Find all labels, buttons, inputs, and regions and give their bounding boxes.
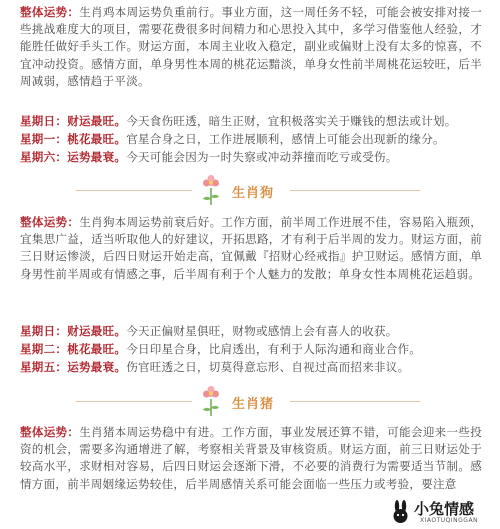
- overall-label: 整体运势：: [20, 5, 80, 19]
- rooster-day-3: [20, 149, 482, 166]
- day-label: 星期一：桃花最旺。: [20, 132, 127, 146]
- day-text: 今天可能会因为一时失察或冲动莽撞而吃亏或受伤。: [126, 150, 398, 164]
- dog-day-2: [20, 341, 482, 358]
- flower-icon: [198, 172, 224, 206]
- divider-line: [290, 401, 420, 402]
- section-title: 生肖狗: [232, 186, 275, 201]
- day-label: 星期日：财运最旺。: [20, 324, 127, 338]
- section-title: 生肖猪: [232, 397, 275, 412]
- day-label: 星期五：运势最衰。: [20, 360, 127, 374]
- section-header-dog: [0, 170, 500, 210]
- day-text: 今天食伤旺透，暗生正财，宜积极落实关于赚钱的想法或计划。: [126, 114, 457, 128]
- day-text: 官星合身之日，工作进展顺利，感情上可能会出现新的缘分。: [126, 132, 445, 146]
- day-label: 星期六：运势最衰。: [20, 150, 127, 164]
- watermark: [384, 497, 494, 527]
- flower-icon: [198, 383, 224, 417]
- day-text: 今天正偏财星俱旺，财物或感情上会有喜人的收获。: [126, 324, 398, 338]
- pig-overall: [20, 424, 482, 493]
- section-header-pig: [0, 381, 500, 421]
- day-text: 今日印星合身，比肩透出，有利于人际沟通和商业合作。: [126, 342, 422, 356]
- rabbit-icon: [388, 499, 414, 525]
- rooster-day-2: [20, 131, 482, 148]
- dog-day-1: [20, 323, 482, 340]
- day-label: 星期日：财运最旺。: [20, 114, 127, 128]
- watermark-subtext: XIAOTUQINGGAN: [420, 517, 479, 524]
- dog-day-3: [20, 359, 482, 376]
- divider-line: [76, 190, 192, 191]
- overall-label: 整体运势：: [20, 425, 80, 439]
- watermark-text: 小兔情感: [414, 500, 475, 518]
- dog-overall: [20, 214, 482, 283]
- overall-text: 生肖猪本周运势稳中有进。工作方面，事业发展还算不错，可能会迎来一些投资的机会，需要多沟通增进了解，考察相关背景及审核资质。财运方面，前三日财运处于较高水平，求财相对容易，后四日财运会逐渐下滑，不必要的消费行为需要适当节制。感情方面，前半周姻缘运势较佳，后半周感情关系可能会面临一些压力或考验，要注意: [20, 425, 483, 491]
- overall-text: 生肖鸡本周运势负重前行。事业方面，这一周任务不轻，可能会被安排对接一些挑战难度大的项目，需要花费很多时间精力和心思投入其中，多学习借鉴他人经验，才能胜任做好手头工作。财运方面，本周主业收入稳定，副业或偏财上没有太多的惊喜，不宜冲动投资。感情方面，单身男性本周的桃花运黯淡，单身女性前半周桃花运较旺，后半周减弱，感情趋于平淡。: [20, 5, 483, 88]
- divider-line: [290, 190, 420, 191]
- overall-label: 整体运势：: [20, 215, 80, 229]
- divider-line: [76, 401, 192, 402]
- day-label: 星期二：桃花最旺。: [20, 342, 127, 356]
- overall-text: 生肖狗本周运势前衰后好。工作方面，前半周工作进展不佳，容易陷入瓶颈，宜集思广益，适当听取他人的好建议，开拓思路，才有利于后半周的发力。财运方面，前三日财运惨淡，后四日财运开始走高，宜佩戴『招财心经戒指』护卫财运。感情方面，单身男性前半周或有情感之事，后半周有利于个人魅力的发散；单身女性本周桃花运趋弱。: [20, 215, 483, 281]
- day-text: 伤官旺透之日，切莫得意忘形、自视过高而招来非议。: [126, 360, 410, 374]
- rooster-overall: [20, 4, 482, 90]
- rooster-day-1: [20, 113, 482, 130]
